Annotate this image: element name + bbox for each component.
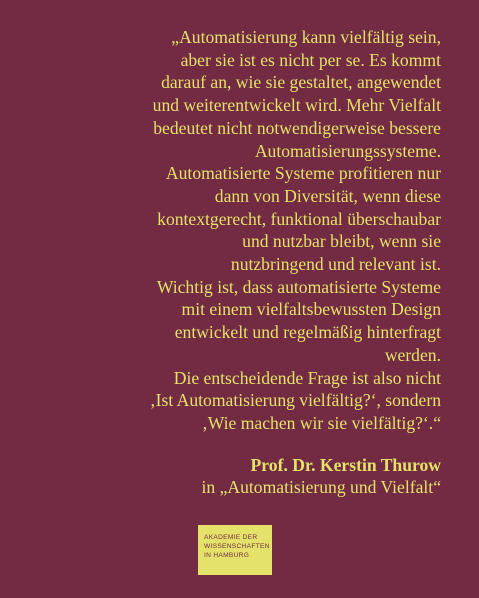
quote-line: werden. <box>384 344 441 365</box>
author-name: Prof. Dr. Kerstin Thurow <box>250 455 441 475</box>
quote-line: und weiterentwickelt wird. Mehr Vielfalt <box>152 95 441 116</box>
quote-line: mit einem vielfaltsbewussten Design <box>181 299 441 320</box>
quote-line: ‚Ist Automatisierung vielfältig?‘, sondern <box>149 390 441 411</box>
quote-line: Automatisierungssysteme. <box>254 140 441 161</box>
quote-line: aber sie ist es nicht per se. Es kommt <box>180 49 441 70</box>
quote-line: nutzbringend und relevant ist. <box>230 254 441 275</box>
quote-block <box>41 26 441 435</box>
attribution <box>41 454 441 498</box>
logo-line: AKADEMIE DER <box>204 534 258 541</box>
quote-line: „Automatisierung kann vielfältig sein, <box>171 27 441 47</box>
quote-line: Die entscheidende Frage ist also nicht <box>173 367 441 388</box>
quote-line: Automatisierte Systeme profitieren nur <box>165 163 441 184</box>
quote-line: bedeutet nicht notwendigerweise bessere <box>153 117 441 138</box>
source-title: in „Automatisierung und Vielfalt“ <box>201 477 441 497</box>
quote-line: Wichtig ist, dass automatisierte Systeme <box>156 276 441 297</box>
publisher-logo <box>198 525 272 575</box>
quote-line: kontextgerecht, funktional überschaubar <box>157 208 441 229</box>
logo-line: IN HAMBURG <box>204 552 250 559</box>
quote-line: entwickelt und regelmäßig hinterfragt <box>174 322 441 343</box>
quote-line: darauf an, wie sie gestaltet, angewendet <box>161 72 441 93</box>
quote-line: ‚Wie machen wir sie vielfältig?‘.“ <box>201 412 441 433</box>
logo-line: WISSENSCHAFTEN <box>204 543 270 550</box>
quote-line: dann von Diversität, wenn diese <box>214 185 441 206</box>
quote-line: und nutzbar bleibt, wenn sie <box>242 231 441 252</box>
